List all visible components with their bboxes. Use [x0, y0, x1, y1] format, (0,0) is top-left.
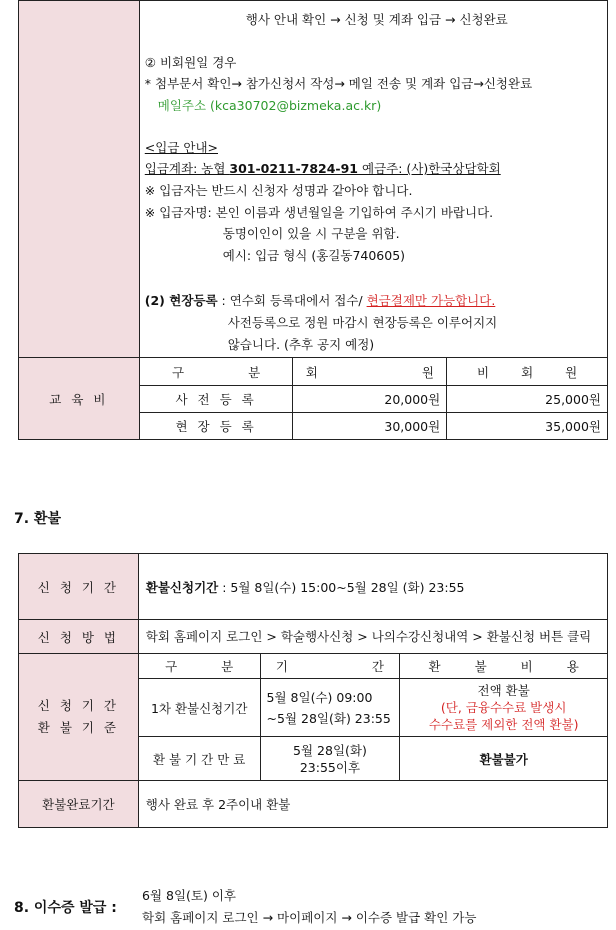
refund-heading: 7. 환불	[14, 511, 61, 527]
refund-row-period-2: ~5월 28일(화) 23:55	[266, 710, 391, 726]
fee-row-nonmember: 25,000원	[447, 386, 608, 413]
account-line	[145, 159, 501, 177]
registration-table	[18, 0, 608, 440]
account-prefix: 입금계좌: 농협	[144, 161, 230, 176]
onsite-text: : 연수회 등록대에서 접수/	[217, 293, 367, 308]
refund-row-period	[260, 679, 400, 737]
deposit-title: <입금 안내>	[144, 140, 218, 155]
onsite-line-2: 사전등록으로 정원 마감시 현장등록은 이루어지지	[227, 315, 498, 330]
refund-period-label: 신 청 기 간	[19, 554, 139, 620]
certificate-heading: 8. 이수증 발급 :	[14, 900, 117, 916]
fee-label: 교 육 비	[19, 358, 140, 440]
refund-period-bold: 환불신청기간	[145, 579, 219, 595]
refund-method-label: 신 청 방 법	[19, 620, 139, 654]
refund-row-cost-3: 수수료를 제외한 전액 환불)	[428, 717, 579, 732]
refund-row-cost	[400, 679, 608, 737]
deposit-note-1: ※ 입금자는 반드시 신청자 성명과 같아야 합니다.	[144, 183, 413, 198]
registration-left-cell	[19, 1, 140, 358]
refund-row-period-2: 23:55이후	[299, 759, 361, 775]
refund-row-cost: 환불불가	[400, 737, 608, 781]
deposit-note-4: 예시: 입금 형식 (홍길동740605)	[222, 248, 406, 263]
refund-period-cell	[138, 554, 607, 620]
refund-header-type: 구 분	[138, 654, 260, 679]
email-line: 메일주소 (kca30702@bizmeka.ac.kr)	[157, 98, 382, 113]
onsite-line-3: 않습니다. (추후 공지 예정)	[227, 337, 375, 352]
certificate-date: 6월 8일(토) 이후	[142, 888, 236, 903]
fee-header-member: 회 원	[293, 358, 447, 386]
certificate-path: 학회 홈페이지 로그인 → 마이페이지 → 이수증 발급 확인 가능	[142, 910, 477, 925]
fee-row-member: 20,000원	[293, 386, 447, 413]
onsite-label: (2) 현장등록	[144, 293, 218, 308]
refund-header-cost: 환 불 비 용	[400, 654, 608, 679]
fee-header-type: 구 분	[139, 358, 293, 386]
deposit-note-3: 동명이인이 있을 시 구분을 위함.	[222, 226, 400, 241]
fee-row-member: 30,000원	[293, 413, 447, 440]
refund-complete-text: 행사 완료 후 2주이내 환불	[138, 781, 607, 828]
refund-complete-label: 환불완료기간	[19, 781, 139, 828]
refund-table	[18, 553, 608, 828]
onsite-cash-only: 현금결제만 가능합니다.	[366, 293, 496, 308]
deposit-note-2: ※ 입금자명: 본인 이름과 생년월일을 기입하여 주시기 바랍니다.	[144, 205, 494, 220]
refund-criteria-label-1: 신 청 기 간	[37, 698, 119, 713]
fee-header-nonmember: 비 회 원	[447, 358, 608, 386]
nonmember-steps: * 첨부문서 확인→ 참가신청서 작성→ 메일 전송 및 계좌 입금→신청완료	[144, 76, 533, 91]
account-holder: 예금주: (사)한국상담학회	[358, 161, 501, 176]
fee-row-type: 현 장 등 록	[139, 413, 293, 440]
refund-method-text: 학회 홈페이지 로그인 > 학술행사신청 > 나의수강신청내역 > 환불신청 버튼 클릭	[138, 620, 607, 654]
account-number: 301-0211-7824-91	[229, 161, 359, 176]
refund-criteria-label-2: 환 불 기 준	[37, 720, 119, 735]
nonmember-heading: ② 비회원일 경우	[144, 55, 237, 70]
refund-period-text: : 5월 8일(수) 15:00~5월 28일 (화) 23:55	[218, 579, 465, 595]
refund-header-period: 기 간	[260, 654, 400, 679]
refund-row-period	[260, 737, 400, 781]
fee-row-nonmember: 35,000원	[447, 413, 608, 440]
refund-row-period-1: 5월 28일(화)	[293, 742, 367, 758]
refund-row-type: 1차 환불신청기간	[138, 679, 260, 737]
refund-criteria-label	[19, 654, 139, 781]
onsite-line-1	[145, 291, 496, 309]
fee-row-type: 사 전 등 록	[139, 386, 293, 413]
refund-row-cost-2: (단, 금융수수료 발생시	[440, 700, 567, 715]
refund-row-type: 환 불 기 간 만 료	[138, 737, 260, 781]
refund-row-cost-1: 전액 환불	[477, 683, 530, 698]
registration-info-cell	[139, 1, 607, 358]
flow-line: 행사 안내 확인 → 신청 및 계좌 입금 → 신청완료	[245, 12, 508, 27]
refund-row-period-1: 5월 8일(수) 09:00	[266, 689, 373, 705]
